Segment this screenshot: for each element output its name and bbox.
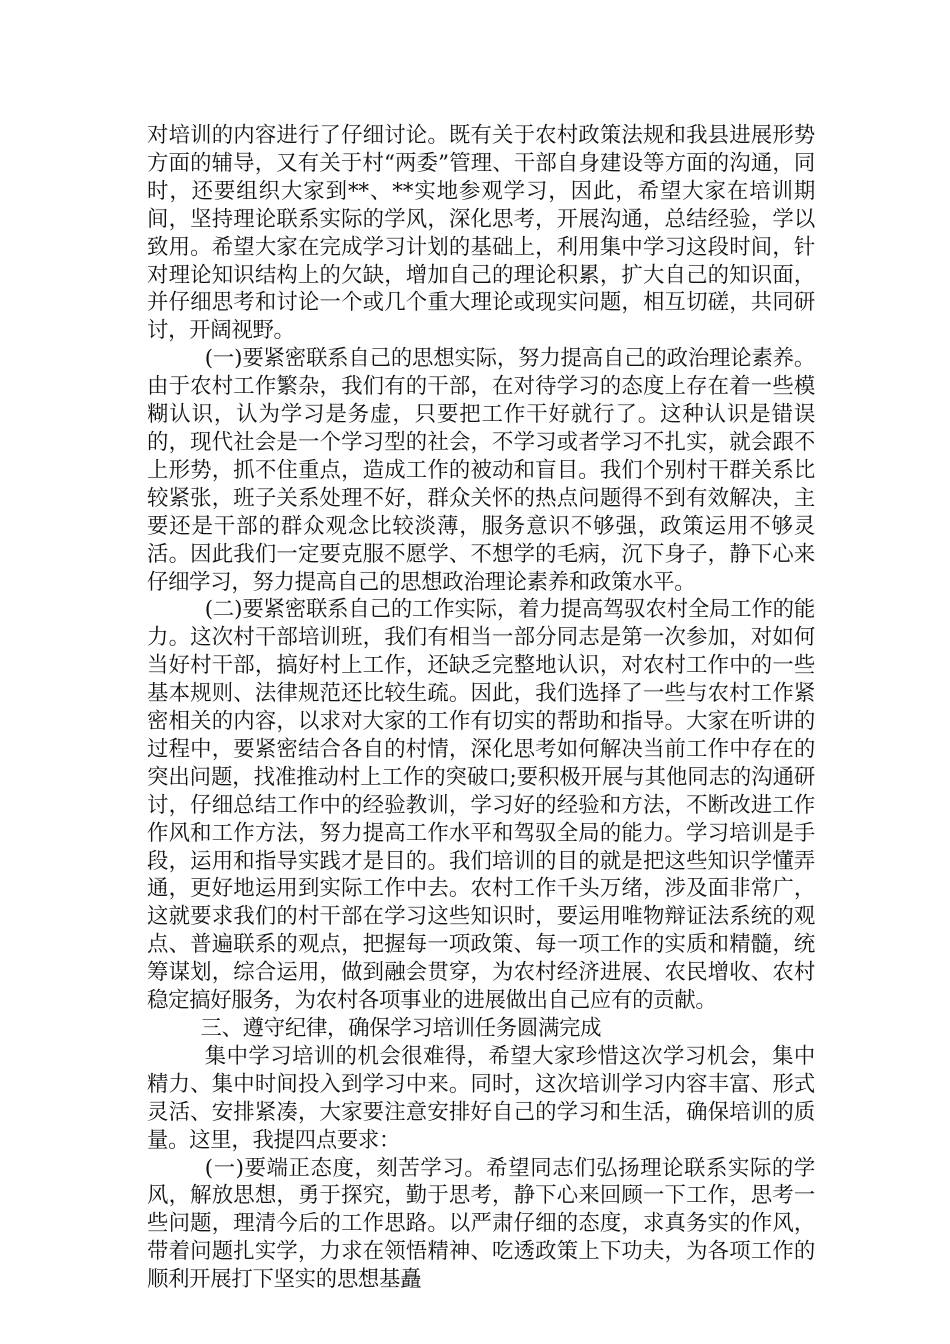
paragraph-opportunity: 集中学习培训的机会很难得，希望大家珍惜这次学习机会，集中精力、集中时间投入到学习中来。同时，这次培训学习内容丰富、形式灵活、安排紧凑，大家要注意安排好自己的学习和生活，确保培训的质量。这里，我提四点要求： — [147, 1043, 815, 1153]
paragraph-training-content: 对培训的内容进行了仔细讨论。既有关于农村政策法规和我县进展形势方面的辅导，又有关于村“两委”管理、干部自身建设等方面的沟通，同时，还要组织大家到**、**实地参观学习，因此，希望大家在培训期间，坚持理论联系实际的学风，深化思考，开展沟通，总结经验，学以致用。希望大家在完成学习计划的基础上，利用集中学习这段时间，针对理论知识结构上的欠缺，增加自己的理论积累，扩大自己的知识面，并仔细思考和讨论一个或几个重大理论或现实问题，相互切磋，共同研讨，开阔视野。 — [147, 123, 815, 344]
paragraph-attitude: (一)要端正态度，刻苦学习。希望同志们弘扬理论联系实际的学风，解放思想，勇于探究，勤于思考，静下心来回顾一下工作，思考一些问题，理清今后的工作思路。以严肃仔细的态度，求真务实的作风，带着问题扎实学，力求在领悟精神、吃透政策上下功夫，为各项工作的顺利开展打下坚实的思想基矗 — [147, 1155, 815, 1293]
section-heading-discipline: 三、遵守纪律，确保学习培训任务圆满完成 — [200, 1016, 602, 1041]
paragraph-political-theory: (一)要紧密联系自己的思想实际，努力提高自己的政治理论素养。由于农村工作繁杂，我们有的干部，在对待学习的态度上存在着一些模糊认识，认为学习是务虚，只要把工作干好就行了。这种认识是错误的，现代社会是一个学习型的社会，不学习或者学习不扎实，就会跟不上形势，抓不住重点，造成工作的被动和盲目。我们个别村干群关系比较紧张，班子关系处理不好，群众关怀的热点问题得不到有效解决，主要还是干部的群众观念比较淡薄，服务意识不够强，政策运用不够灵活。因此我们一定要克服不愿学、不想学的毛病，沉下身子，静下心来仔细学习，努力提高自己的思想政治理论素养和政策水平。 — [147, 346, 815, 595]
paragraph-work-practice: (二)要紧密联系自己的工作实际，着力提高驾驭农村全局工作的能力。这次村干部培训班，我们有相当一部分同志是第一次参加，对如何当好村干部，搞好村上工作，还缺乏完整地认识，对农村工作中的一些基本规则、法律规范还比较生疏。因此，我们选择了一些与农村工作紧密相关的内容，以求对大家的工作有切实的帮助和指导。大家在听讲的过程中，要紧密结合各自的村情，深化思考如何解决当前工作中存在的突出问题，找准推动村上工作的突破口;要积极开展与其他同志的沟通研讨，仔细总结工作中的经验教训，学习好的经验和方法，不断改进工作作风和工作方法，努力提高工作水平和驾驭全局的能力。学习培训是手段，运用和指导实践才是目的。我们培训的目的就是把这些知识学懂弄通，更好地运用到实际工作中去。农村工作千头万绪，涉及面非常广，这就要求我们的村干部在学习这些知识时，要运用唯物辩证法系统的观点、普遍联系的观点，把握每一项政策、每一项工作的实质和精髓，统筹谋划，综合运用，做到融会贯穿，为农村经济进展、农民增收、农村稳定搞好服务，为农村各项事业的进展做出自己应有的贡献。 — [147, 597, 815, 1014]
document-body — [147, 122, 815, 1294]
